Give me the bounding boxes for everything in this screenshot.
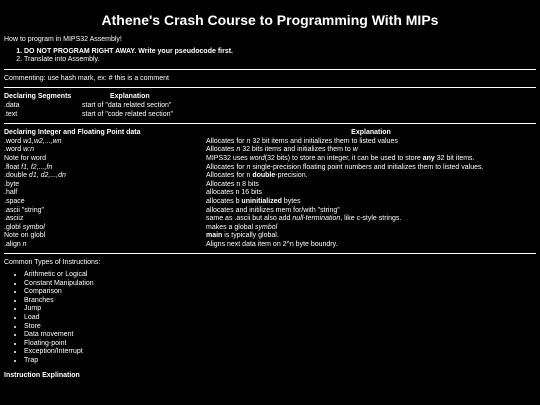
- table-row: [4, 172, 536, 181]
- page-title: Athene's Crash Course to Programming With MIPs: [101, 12, 439, 28]
- step-item: 2. Translate into Assembly.: [24, 56, 536, 65]
- directive-desc: Allocates for n 32 bit items and initializes them to listed values: [206, 137, 398, 145]
- list-item: • Load: [24, 314, 536, 323]
- comment-note: Commenting: use hash mark, ex: # this is a comment: [4, 74, 169, 82]
- segments-table: [4, 93, 173, 119]
- directive-name: .asciiz: [4, 215, 24, 223]
- divider: [4, 123, 536, 124]
- directive-name: Note on globl: [4, 232, 46, 240]
- directive-desc: Allocates n 8 bits: [206, 180, 259, 188]
- list-item: • Constant Manipulation: [24, 280, 536, 289]
- table-row: [4, 241, 536, 250]
- directive-desc: Aligns next data item on 2^n byte boundry.: [206, 240, 338, 248]
- intro-text: How to program in MIPS32 Assembly!: [4, 36, 122, 43]
- segment-name: .text: [4, 110, 18, 118]
- directive-name: .word w:n: [4, 146, 34, 154]
- table-row: [4, 111, 173, 120]
- table-row: [4, 198, 536, 207]
- step-item: 1. DO NOT PROGRAM RIGHT AWAY. Write your pseudocode first.: [24, 48, 536, 57]
- divider: [4, 253, 536, 254]
- directive-desc: Allocates for n double-precision.: [206, 172, 308, 180]
- table-row: [4, 181, 536, 190]
- directive-desc: Allocates for n single-precision floating point numbers and initializes them to listed values.: [206, 163, 484, 171]
- types-list: [4, 271, 536, 366]
- table-row: [4, 207, 536, 216]
- divider: [4, 69, 536, 70]
- directive-desc: allocates b uninitialized bytes: [206, 197, 301, 205]
- segment-desc: start of "data related section": [82, 101, 172, 109]
- list-item: • Arithmetic or Logical: [24, 271, 536, 280]
- directive-name: .space: [4, 197, 25, 205]
- table-row: [4, 164, 536, 173]
- list-item: • Comparison: [24, 288, 536, 297]
- directive-desc: makes a global symbol: [206, 223, 278, 231]
- table-row: [4, 232, 536, 241]
- list-item: • Data movement: [24, 331, 536, 340]
- types-intro: Common Types of Instructions:: [4, 259, 101, 267]
- segments-header-right: Explanation: [110, 93, 150, 101]
- segment-name: .data: [4, 101, 20, 109]
- directive-desc: allocates and initilizes mem for/with "string": [206, 206, 340, 214]
- directive-name: .ascii "string": [4, 206, 44, 214]
- table-row: [4, 215, 536, 224]
- table-row: [4, 102, 173, 111]
- declaring-table: [4, 129, 536, 249]
- steps-list: [4, 48, 536, 65]
- list-item: • Store: [24, 323, 536, 332]
- directive-name: .align n: [4, 240, 27, 248]
- segments-header-left: Declaring Segments: [4, 93, 72, 101]
- table-header-row: [4, 129, 536, 138]
- directive-desc: MIPS32 uses word(32 bits) to store an integer, it can be used to store any 32 bit items.: [206, 154, 475, 162]
- table-row: [4, 155, 536, 164]
- table-row: [4, 146, 536, 155]
- instruction-header: Instruction Explination: [4, 371, 80, 379]
- directive-name: .byte: [4, 180, 20, 188]
- directive-desc: same as .ascii but also add null-termination, like c-style strings.: [206, 215, 402, 223]
- declaring-header-right: Explanation: [351, 129, 391, 137]
- segment-desc: start of "code related section": [82, 110, 173, 118]
- list-item: • Exception/Interrupt: [24, 348, 536, 357]
- directive-desc: main is typically global.: [206, 232, 279, 240]
- directive-name: .float f1, f2,...,fn: [4, 163, 53, 171]
- table-header-row: [4, 93, 173, 102]
- list-item: • Floating-point: [24, 340, 536, 349]
- directive-name: .globl symbol: [4, 223, 45, 231]
- directive-name: .double d1, d2,...,dn: [4, 172, 66, 180]
- divider: [4, 87, 536, 88]
- directive-name: Note for word: [4, 154, 47, 162]
- directive-desc: allocates n 16 bits: [206, 189, 263, 197]
- list-item: • Trap: [24, 357, 536, 366]
- directive-desc: Allocates n 32 bits items and initializes them to w: [206, 146, 358, 154]
- declaring-header-left: Declaring Integer and Floating Point data: [4, 129, 141, 137]
- table-row: [4, 138, 536, 147]
- list-item: • Branches: [24, 297, 536, 306]
- table-row: [4, 224, 536, 233]
- directive-name: .word w1,w2,...,wn: [4, 137, 62, 145]
- directive-name: .half: [4, 189, 18, 197]
- list-item: • Jump: [24, 305, 536, 314]
- table-row: [4, 189, 536, 198]
- declaring-rows: [4, 138, 536, 250]
